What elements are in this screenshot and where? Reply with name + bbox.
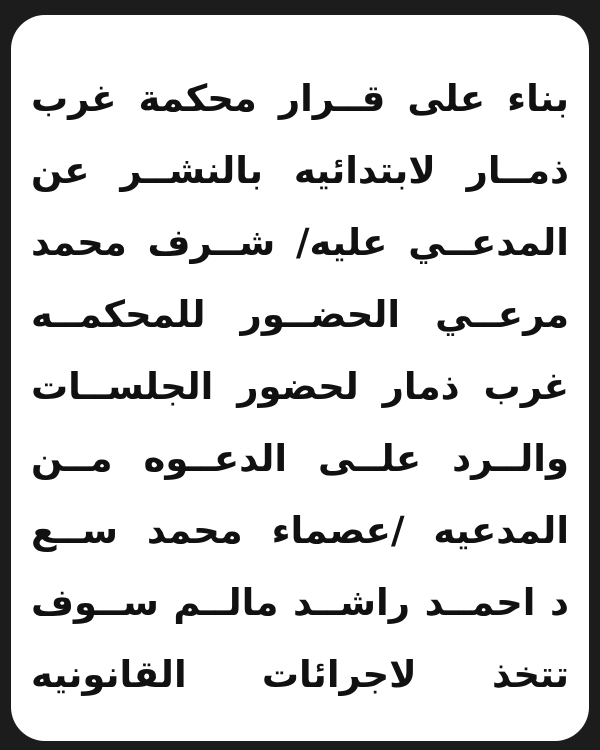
notice-line: المدعيه /عصماء محمد ســع [31, 509, 569, 552]
notice-line: المدعــي عليه/ شــرف محمد [31, 221, 569, 264]
notice-line: مرعــي الحضــور للمحكمــه [31, 293, 569, 336]
notice-line: د احمــد راشــد مالــم ســوف [31, 581, 569, 624]
notice-card [11, 15, 589, 741]
notice-line: بناء على قــرار محكمة غرب [31, 77, 569, 120]
notice-line: تتخذ لاجرائات القانونيه [31, 653, 569, 696]
notice-line: غرب ذمار لحضور الجلســات [31, 365, 569, 408]
notice-line: والــرد علــى الدعــوه مــن [31, 437, 569, 480]
notice-line: ذمــار لابتدائيه بالنشــر عن [31, 149, 569, 192]
court-notice-text [31, 63, 569, 711]
